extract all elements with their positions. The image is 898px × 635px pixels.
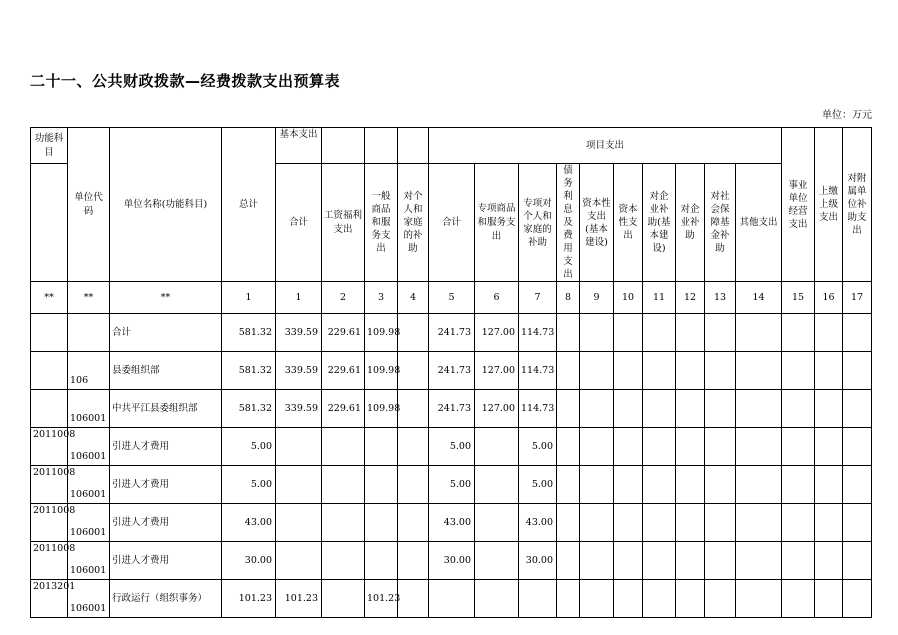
cell-empty — [705, 466, 736, 504]
cell-empty — [614, 390, 643, 428]
cell-empty — [736, 580, 782, 618]
header-subsidiary: 对附属单位补助支出 — [843, 128, 872, 282]
cell-p-goods — [475, 428, 519, 466]
cell-empty — [705, 428, 736, 466]
header-project-personal: 专项对个人和家庭的补助 — [519, 164, 557, 282]
header-project-goods: 专项商品和服务支出 — [475, 164, 519, 282]
cell-name: 引进人才费用 — [110, 504, 222, 542]
cell-empty — [557, 580, 580, 618]
cell-p-personal: 114.73 — [519, 352, 557, 390]
index-cell: 9 — [580, 282, 614, 314]
index-cell: 10 — [614, 282, 643, 314]
index-cell: ** — [110, 282, 222, 314]
cell-wage — [322, 504, 365, 542]
cell-empty — [580, 390, 614, 428]
cell-p-goods — [475, 542, 519, 580]
table-row — [31, 580, 872, 618]
cell-p-goods: 127.00 — [475, 314, 519, 352]
cell-personal — [398, 390, 429, 428]
cell-personal — [398, 428, 429, 466]
cell-b-sum: 339.59 — [276, 314, 322, 352]
cell-empty — [557, 390, 580, 428]
cell-name: 县委组织部 — [110, 352, 222, 390]
index-cell: ** — [31, 282, 68, 314]
cell-wage — [322, 580, 365, 618]
index-cell: 2 — [322, 282, 365, 314]
cell-goods: 101.23 — [365, 580, 398, 618]
unit-label: 单位：万元 — [822, 110, 872, 121]
cell-empty — [557, 352, 580, 390]
header-blank — [365, 128, 398, 164]
cell-p-sum: 241.73 — [429, 314, 475, 352]
table-row — [31, 390, 872, 428]
header-wage: 工资福利支出 — [322, 164, 365, 282]
cell-code: 106001 — [68, 504, 110, 542]
cell-code: 106001 — [68, 428, 110, 466]
cell-empty — [815, 504, 843, 542]
cell-empty — [676, 390, 705, 428]
cell-empty — [557, 504, 580, 542]
cell-empty — [843, 352, 872, 390]
cell-code — [68, 314, 110, 352]
cell-goods: 109.98 — [365, 314, 398, 352]
cell-b-sum — [276, 542, 322, 580]
cell-empty — [614, 352, 643, 390]
cell-code: 106001 — [68, 390, 110, 428]
header-personal: 对个人和家庭的补助 — [398, 164, 429, 282]
cell-empty — [782, 428, 815, 466]
cell-total: 581.32 — [222, 390, 276, 428]
cell-empty — [815, 314, 843, 352]
cell-empty — [815, 390, 843, 428]
cell-p-sum: 241.73 — [429, 352, 475, 390]
cell-personal — [398, 352, 429, 390]
cell-b-sum — [276, 504, 322, 542]
cell-p-sum: 5.00 — [429, 428, 475, 466]
header-total: 总计 — [222, 128, 276, 282]
cell-empty — [705, 504, 736, 542]
index-cell: 16 — [815, 282, 843, 314]
cell-empty — [676, 580, 705, 618]
cell-empty — [736, 352, 782, 390]
index-cell: 12 — [676, 282, 705, 314]
table-row — [31, 428, 872, 466]
cell-p-personal: 114.73 — [519, 390, 557, 428]
header-debt: 债务利息及费用支出 — [557, 164, 580, 282]
cell-empty — [736, 428, 782, 466]
header-goods: 一般商品和服务支出 — [365, 164, 398, 282]
cell-empty — [843, 580, 872, 618]
header-capital: 资本性支出 — [614, 164, 643, 282]
cell-empty — [580, 428, 614, 466]
table-row — [31, 352, 872, 390]
header-capital-basic: 资本性支出(基本建设) — [580, 164, 614, 282]
index-cell: 1 — [276, 282, 322, 314]
cell-total: 101.23 — [222, 580, 276, 618]
cell-empty — [643, 352, 676, 390]
cell-empty — [843, 542, 872, 580]
index-cell: 15 — [782, 282, 815, 314]
cell-empty — [782, 390, 815, 428]
cell-empty — [705, 352, 736, 390]
header-upper: 上缴上级支出 — [815, 128, 843, 282]
cell-empty — [643, 390, 676, 428]
index-cell: 7 — [519, 282, 557, 314]
cell-empty — [580, 504, 614, 542]
cell-p-goods — [475, 466, 519, 504]
cell-empty — [736, 466, 782, 504]
cell-empty — [643, 466, 676, 504]
cell-p-personal — [519, 580, 557, 618]
cell-empty — [676, 542, 705, 580]
cell-empty — [705, 314, 736, 352]
cell-empty — [843, 466, 872, 504]
cell-goods — [365, 466, 398, 504]
cell-func — [31, 390, 68, 428]
budget-table — [30, 127, 872, 618]
cell-empty — [815, 580, 843, 618]
cell-empty — [676, 428, 705, 466]
cell-p-goods: 127.00 — [475, 352, 519, 390]
cell-personal — [398, 466, 429, 504]
header-blank — [322, 128, 365, 164]
cell-empty — [843, 390, 872, 428]
index-row — [31, 282, 872, 314]
cell-empty — [843, 314, 872, 352]
cell-personal — [398, 504, 429, 542]
header-other: 其他支出 — [736, 164, 782, 282]
cell-empty — [557, 466, 580, 504]
cell-empty — [782, 504, 815, 542]
cell-p-sum: 30.00 — [429, 542, 475, 580]
table-row — [31, 314, 872, 352]
cell-p-sum — [429, 580, 475, 618]
cell-empty — [782, 466, 815, 504]
cell-b-sum: 101.23 — [276, 580, 322, 618]
table-row — [31, 542, 872, 580]
cell-empty — [782, 580, 815, 618]
cell-empty — [614, 542, 643, 580]
index-cell: 5 — [429, 282, 475, 314]
cell-func: 2011008 — [31, 542, 68, 580]
index-cell: 11 — [643, 282, 676, 314]
index-cell: 4 — [398, 282, 429, 314]
cell-empty — [736, 390, 782, 428]
cell-empty — [614, 314, 643, 352]
cell-b-sum: 339.59 — [276, 390, 322, 428]
cell-empty — [580, 352, 614, 390]
cell-empty — [815, 542, 843, 580]
index-cell: 3 — [365, 282, 398, 314]
header-basic-sum: 合计 — [276, 164, 322, 282]
cell-empty — [557, 314, 580, 352]
index-cell: ** — [68, 282, 110, 314]
cell-total: 5.00 — [222, 466, 276, 504]
index-cell: 6 — [475, 282, 519, 314]
cell-empty — [643, 580, 676, 618]
header-enterprise: 对企业补助 — [676, 164, 705, 282]
cell-empty — [557, 542, 580, 580]
index-cell: 1 — [222, 282, 276, 314]
cell-empty — [782, 542, 815, 580]
cell-empty — [676, 466, 705, 504]
cell-wage — [322, 542, 365, 580]
cell-empty — [782, 314, 815, 352]
cell-goods: 109.98 — [365, 390, 398, 428]
table-row — [31, 466, 872, 504]
cell-wage: 229.61 — [322, 390, 365, 428]
cell-empty — [736, 504, 782, 542]
cell-name: 引进人才费用 — [110, 542, 222, 580]
cell-empty — [580, 580, 614, 618]
cell-p-sum: 5.00 — [429, 466, 475, 504]
cell-empty — [843, 428, 872, 466]
cell-func: 2011008 — [31, 504, 68, 542]
cell-p-goods: 127.00 — [475, 390, 519, 428]
header-func-code: 功能科目 — [31, 128, 68, 164]
cell-empty — [815, 428, 843, 466]
cell-empty — [705, 580, 736, 618]
cell-b-sum — [276, 428, 322, 466]
cell-p-sum: 43.00 — [429, 504, 475, 542]
cell-empty — [643, 314, 676, 352]
cell-name: 引进人才费用 — [110, 428, 222, 466]
cell-empty — [843, 504, 872, 542]
cell-empty — [580, 314, 614, 352]
cell-goods — [365, 504, 398, 542]
cell-func — [31, 352, 68, 390]
cell-p-personal: 30.00 — [519, 542, 557, 580]
cell-goods — [365, 428, 398, 466]
cell-func: 2013201 — [31, 580, 68, 618]
header-project: 项目支出 — [429, 128, 782, 164]
index-cell: 17 — [843, 282, 872, 314]
header-basic: 基本支出 — [276, 128, 322, 164]
cell-total: 43.00 — [222, 504, 276, 542]
cell-name: 行政运行（组织事务） — [110, 580, 222, 618]
cell-wage — [322, 466, 365, 504]
cell-p-personal: 5.00 — [519, 466, 557, 504]
cell-empty — [580, 466, 614, 504]
cell-p-personal: 114.73 — [519, 314, 557, 352]
cell-code: 106001 — [68, 580, 110, 618]
cell-wage — [322, 428, 365, 466]
header-enterprise-basic: 对企业补助(基本建设) — [643, 164, 676, 282]
cell-empty — [676, 314, 705, 352]
header-blank — [31, 164, 68, 282]
cell-empty — [705, 390, 736, 428]
cell-func: 2011008 — [31, 466, 68, 504]
cell-p-goods — [475, 504, 519, 542]
cell-b-sum — [276, 466, 322, 504]
cell-func: 2011008 — [31, 428, 68, 466]
header-business: 事业单位经营支出 — [782, 128, 815, 282]
cell-code: 106 — [68, 352, 110, 390]
cell-empty — [557, 428, 580, 466]
cell-code: 106001 — [68, 466, 110, 504]
cell-p-personal: 43.00 — [519, 504, 557, 542]
cell-personal — [398, 542, 429, 580]
index-cell: 8 — [557, 282, 580, 314]
cell-func — [31, 314, 68, 352]
header-unit-name: 单位名称(功能科目) — [110, 128, 222, 282]
cell-empty — [580, 542, 614, 580]
cell-empty — [643, 428, 676, 466]
cell-empty — [736, 542, 782, 580]
cell-name: 合计 — [110, 314, 222, 352]
cell-empty — [614, 428, 643, 466]
cell-goods: 109.98 — [365, 352, 398, 390]
table-row — [31, 504, 872, 542]
cell-empty — [815, 352, 843, 390]
cell-empty — [643, 542, 676, 580]
cell-goods — [365, 542, 398, 580]
index-cell: 13 — [705, 282, 736, 314]
cell-wage: 229.61 — [322, 314, 365, 352]
cell-b-sum: 339.59 — [276, 352, 322, 390]
cell-p-personal: 5.00 — [519, 428, 557, 466]
cell-empty — [815, 466, 843, 504]
cell-personal — [398, 580, 429, 618]
cell-empty — [676, 504, 705, 542]
index-cell: 14 — [736, 282, 782, 314]
cell-empty — [614, 504, 643, 542]
cell-empty — [782, 352, 815, 390]
header-unit-code: 单位代码 — [68, 128, 110, 282]
cell-empty — [614, 466, 643, 504]
cell-name: 中共平江县委组织部 — [110, 390, 222, 428]
cell-personal — [398, 314, 429, 352]
cell-total: 30.00 — [222, 542, 276, 580]
cell-empty — [705, 542, 736, 580]
cell-wage: 229.61 — [322, 352, 365, 390]
cell-p-sum: 241.73 — [429, 390, 475, 428]
header-blank — [398, 128, 429, 164]
header-project-sum: 合计 — [429, 164, 475, 282]
header-social: 对社会保障基金补助 — [705, 164, 736, 282]
cell-p-goods — [475, 580, 519, 618]
cell-code: 106001 — [68, 542, 110, 580]
cell-empty — [736, 314, 782, 352]
cell-total: 581.32 — [222, 314, 276, 352]
cell-name: 引进人才费用 — [110, 466, 222, 504]
page-title: 二十一、公共财政拨款—经费拨款支出预算表 — [30, 72, 341, 90]
cell-empty — [643, 504, 676, 542]
cell-empty — [614, 580, 643, 618]
cell-empty — [676, 352, 705, 390]
table-body — [31, 314, 872, 618]
cell-total: 581.32 — [222, 352, 276, 390]
cell-total: 5.00 — [222, 428, 276, 466]
